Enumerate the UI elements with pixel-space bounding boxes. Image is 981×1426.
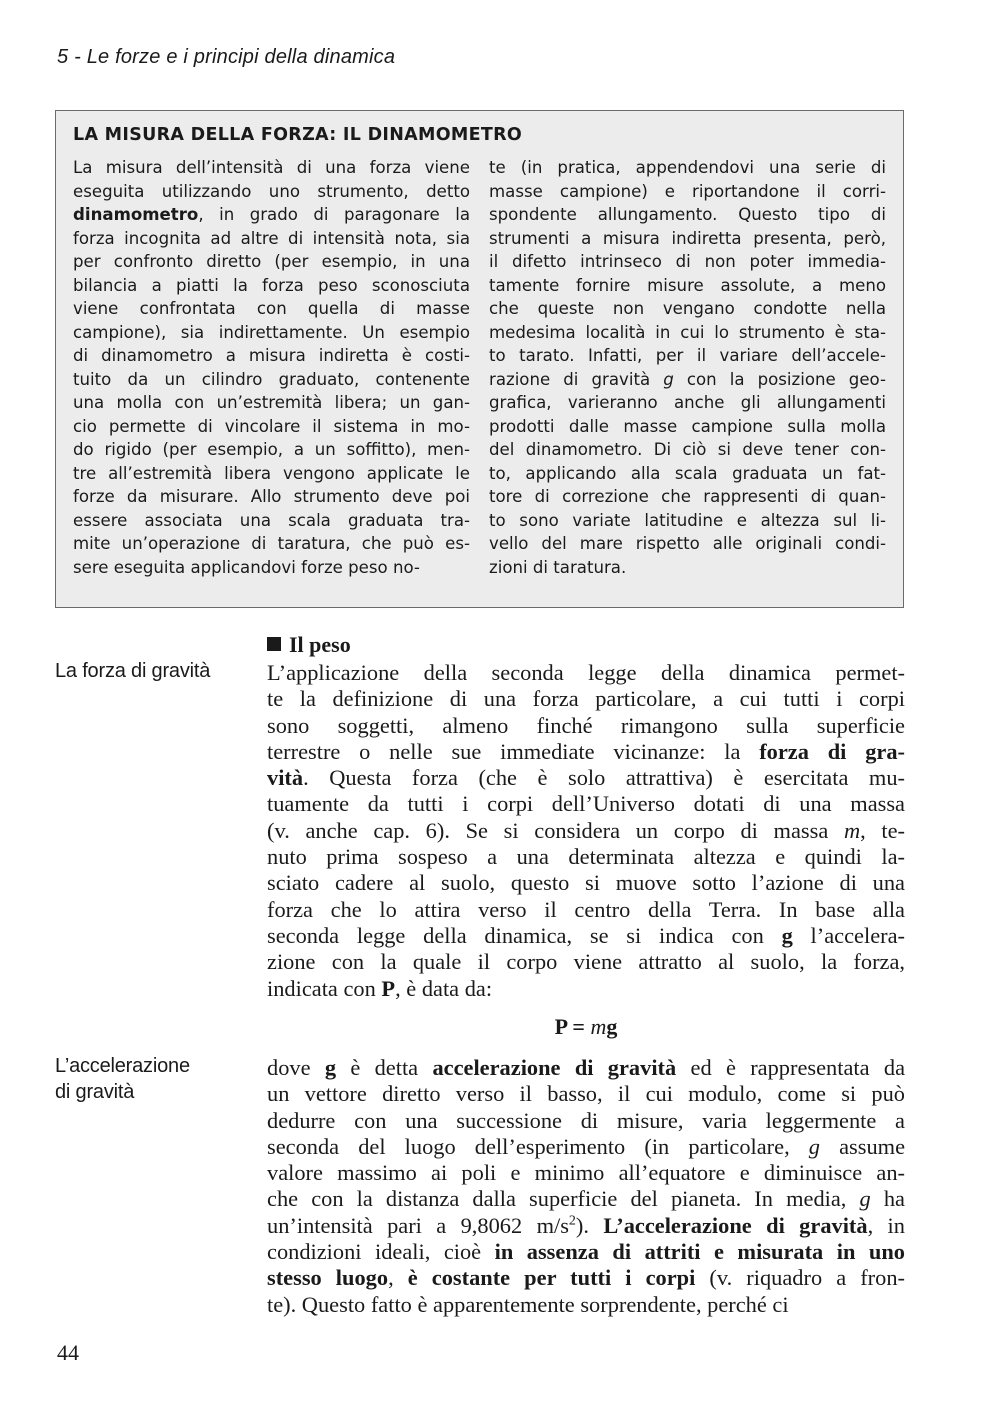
- text-line: dove g è detta accelerazione di gravità ed è rappresentata da: [267, 1055, 906, 1080]
- box-left-column: [73, 156, 470, 579]
- text-line: bilancia a piatti la forza peso sconosciuta: [73, 275, 470, 295]
- text-line: to sono variate latitudine e altezza sul li-: [489, 510, 886, 530]
- text-line: vità. Questa forza (che è solo attrattiva) è esercitata mu-: [267, 765, 905, 791]
- text-line: to tarato. Infatti, per il variare dell’accele-: [489, 346, 886, 365]
- body-paragraph-2: [267, 1055, 905, 1318]
- sidebar-box-dinamometro: [55, 110, 904, 608]
- section-heading: [267, 632, 351, 658]
- text-line: per confronto diretto (per esempio, in una: [73, 252, 470, 271]
- text-line: cio permette di vincolare il sistema in mo-: [73, 416, 470, 436]
- text-line: spondente allungamento. Questo tipo di: [489, 205, 886, 224]
- text-line: dedurre con una successione di misure, varia leggermente a: [267, 1107, 905, 1133]
- text-line: tre all’estremità libera vengono applicate le: [73, 463, 470, 483]
- text-line: te). Questo fatto è apparentemente sorprendente, perché ci: [267, 1291, 789, 1317]
- text-line: seconda legge della dinamica, se si indica con g l’accelera-: [267, 922, 905, 948]
- text-line: terrestre o nelle sue immediate vicinanze: la forza di gra-: [267, 738, 905, 764]
- text-line: condizioni ideali, cioè in assenza di attriti e misurata in uno: [267, 1239, 905, 1265]
- text-line: zioni di taratura.: [489, 557, 627, 577]
- text-line: masse campione) e riportandone il corri-: [489, 181, 886, 201]
- text-line: una molla con un’estremità libera; un gan-: [73, 393, 470, 412]
- text-line: to, applicando alla scala graduata un fat-: [489, 463, 886, 483]
- text-line: un’intensità pari a 9,8062 $m/s^2$). L’accelerazione di gravità, in: [267, 1212, 905, 1238]
- text-line: medesima località in cui lo strumento è sta-: [489, 322, 886, 342]
- text-line: (v. anche cap. 6). Se si considera un corpo di massa m, te-: [267, 817, 905, 843]
- text-line: grafica, varieranno anche gli allungamenti: [489, 393, 886, 412]
- text-line: viene confrontata con quella di masse: [73, 299, 470, 318]
- text-line: campione), sia indirettamente. Un esempio: [73, 322, 470, 342]
- square-bullet-icon: [267, 637, 281, 651]
- text-line: te la definizione di una forza particolare, a cui tutti i corpi: [267, 686, 905, 712]
- text-line: strumenti a misura indiretta presenta, però,: [489, 228, 886, 248]
- text-line: di dinamometro a misura indiretta è costi-: [73, 346, 470, 365]
- box-right-column: [489, 156, 886, 579]
- text-line: del dinamometro. Di ciò si deve tener con-: [489, 440, 886, 459]
- margin-note-gravity-force: La forza di gravità: [55, 660, 211, 682]
- text-line: seconda del luogo dell’esperimento (in particolare, g assume: [267, 1133, 906, 1159]
- text-line: che con la distanza dalla superficie del pianeta. In media, g ha: [267, 1186, 905, 1212]
- text-line: forza incognita ad altre di intensità nota, sia: [73, 228, 470, 248]
- text-line: L’applicazione della seconda legge della dinamica permet-: [267, 660, 905, 685]
- text-line: do rigido (per esempio, a un soffitto), men-: [73, 440, 470, 459]
- text-line: nuto prima sospeso a una determinata altezza e quindi la-: [267, 844, 905, 870]
- section-heading-text: Il peso: [289, 632, 351, 657]
- text-line: sono soggetti, almeno finché rimangono sulla superficie: [267, 712, 905, 738]
- text-line: indicata con P, è data da:: [267, 975, 493, 1001]
- text-line: prodotti dalle masse campione sulla molla: [489, 416, 886, 436]
- text-line: razione di gravità g con la posizione geo-: [489, 369, 886, 389]
- text-line: sere eseguita applicandovi forze peso no-: [73, 557, 420, 577]
- text-line: mite un’operazione di taratura, che può es-: [73, 534, 470, 553]
- margin-note-line: di gravità: [55, 1081, 135, 1103]
- text-line: forze da misurare. Allo strumento deve poi: [73, 487, 470, 506]
- text-line: il difetto intrinseco di non poter immedia-: [489, 252, 886, 271]
- text-line: stesso luogo, è costante per tutti i corpi (v. riquadro a fron-: [267, 1265, 905, 1291]
- text-line: valore massimo ai poli e minimo all’equatore e diminuisce an-: [267, 1160, 905, 1186]
- text-line: tuamente da tutti i corpi dell’Universo dotati di una massa: [267, 791, 905, 817]
- text-line: tore di correzione che rappresenti di quan-: [489, 487, 886, 506]
- equation-mass: m: [590, 1014, 607, 1039]
- text-line: te (in pratica, appendendovi una serie di: [489, 158, 886, 177]
- margin-note-gravity-acceleration: [55, 1053, 255, 1105]
- text-line: vello del mare rispetto alle originali condi-: [489, 534, 886, 553]
- text-line: essere associata una scala graduata tra-: [73, 510, 470, 530]
- text-line: eseguita utilizzando uno strumento, detto: [73, 181, 470, 201]
- text-line: tuito da un cilindro graduato, contenente: [73, 369, 470, 389]
- equation-g: g: [606, 1014, 618, 1039]
- text-line: tamente fornire misure assolute, a meno: [489, 275, 886, 295]
- text-line: che queste non vengano condotte nella: [489, 299, 886, 318]
- equation-weight: P = mg: [554, 1014, 618, 1039]
- equation-lhs: P: [554, 1014, 567, 1039]
- running-head: 5 - Le forze e i principi della dinamica: [57, 46, 396, 68]
- text-line: dinamometro, in grado di paragonare la: [73, 205, 470, 224]
- page-number: 44: [57, 1340, 79, 1365]
- text-line: un vettore diretto verso il basso, il cui modulo, come si può: [267, 1081, 905, 1107]
- text-line: zione con la quale il corpo viene attratto al suolo, la forza,: [267, 949, 905, 975]
- margin-note-line: L’accelerazione: [55, 1055, 190, 1077]
- text-line: forza che lo attira verso il centro della Terra. In base alla: [267, 896, 905, 922]
- text-line: sciato cadere al suolo, questo si muove sotto l’azione di una: [267, 870, 905, 896]
- body-paragraph-1: [267, 660, 905, 1002]
- text-line: La misura dell’intensità di una forza viene: [73, 158, 470, 177]
- box-title: LA MISURA DELLA FORZA: IL DINAMOMETRO: [73, 125, 523, 145]
